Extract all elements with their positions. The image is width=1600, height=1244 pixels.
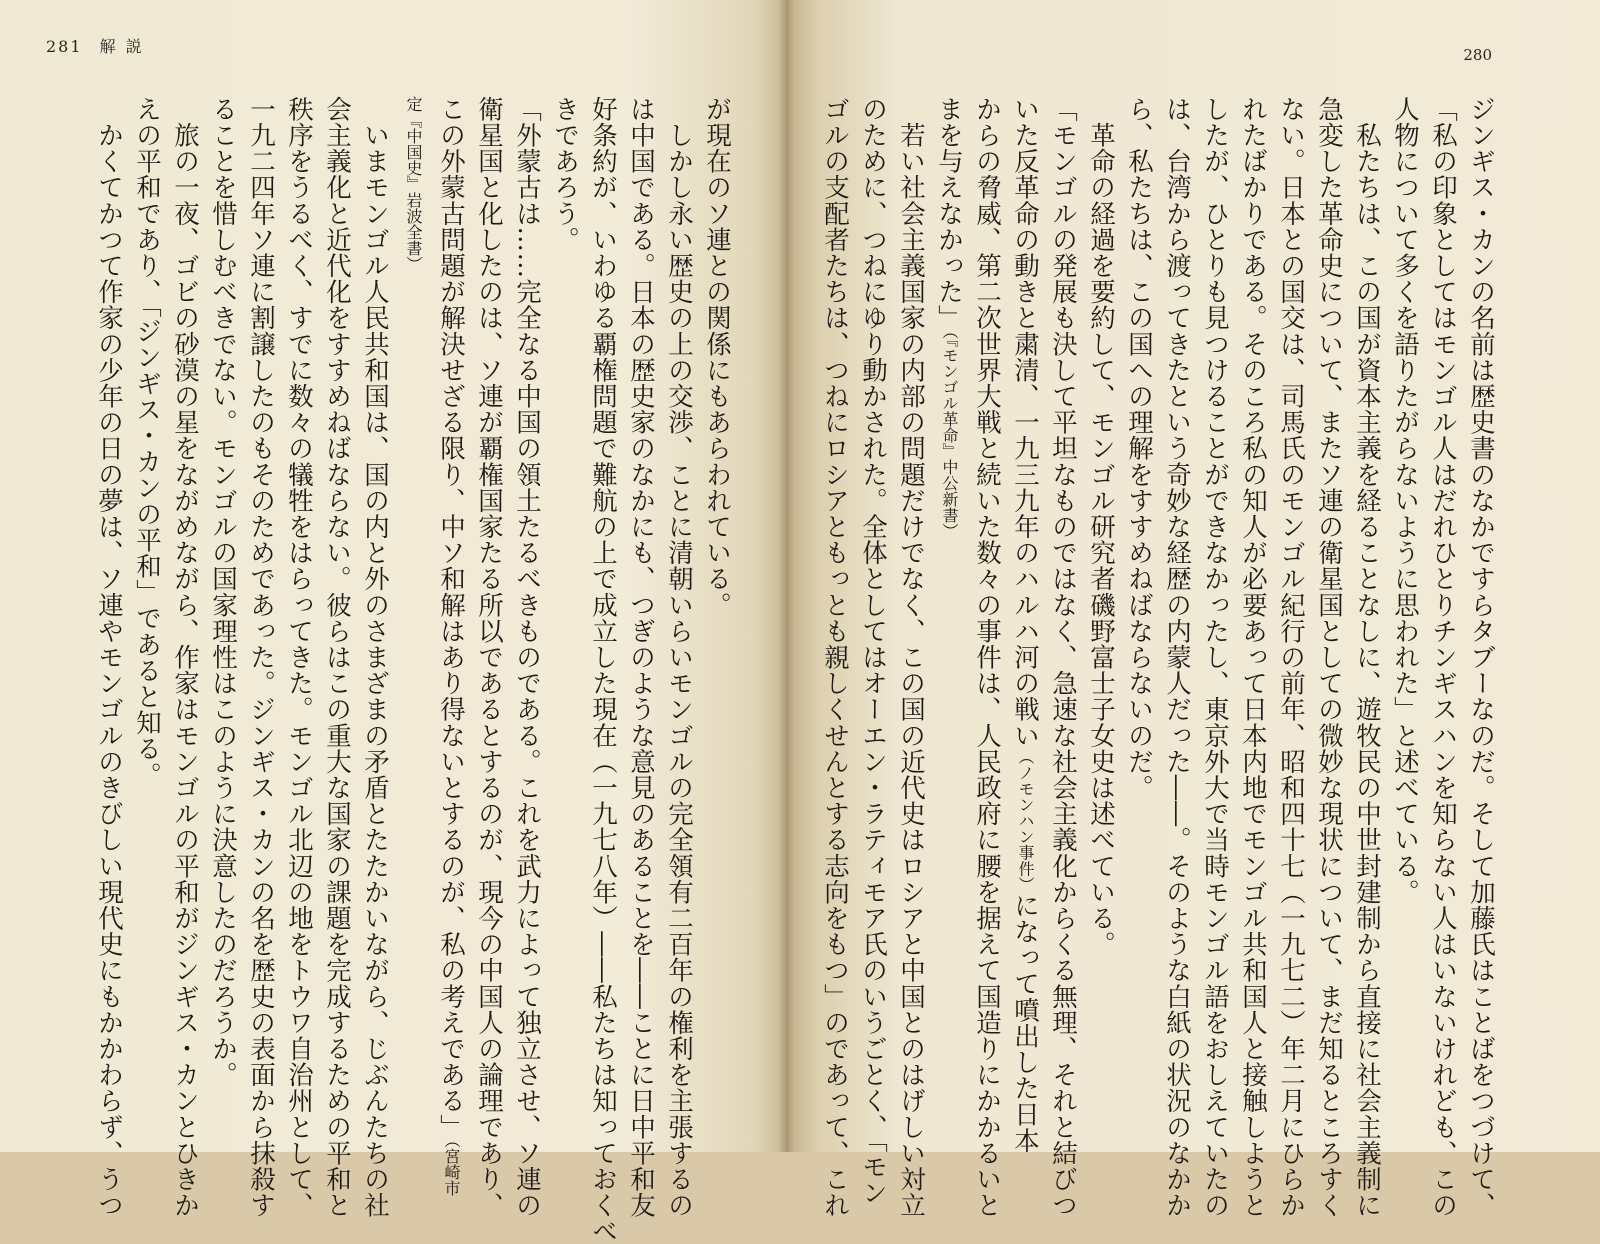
citation: （『モンゴル革命』中公新書） — [940, 330, 959, 539]
right-page — [786, 0, 1600, 1219]
right-page-body — [816, 96, 1500, 1219]
text-line: まを与えなかった」（『モンゴル革命』中公新書） — [934, 96, 964, 539]
text-line: 好条約が、いわゆる覇権問題で難航の上で成立した現在（一九七八年）――私たちは知っておくべ — [588, 96, 618, 1244]
text-line: 旅の一夜、ゴビの砂漠の星をながめながら、作家はモンゴルの平和がジンギス・カンとひきか — [170, 96, 200, 1219]
text-line: ら、私たちは、この国への理解をすすめねばならないのだ。 — [1124, 96, 1154, 801]
text-line: 一九二四年ソ連に割譲したのもそのためであった。ジンギス・カンの名を歴史の表面から抹殺す — [246, 96, 276, 1219]
text-line: この外蒙古問題が解決せざる限り、中ソ和解はあり得ないとするのが、私の考えである」（宮崎市 — [436, 96, 466, 1196]
text-line: かくてかつて作家の少年の日の夢は、ソ連やモンゴルのきびしい現代史にもかかわらず、うつ — [94, 96, 124, 1219]
right-page-number: 280 — [1463, 46, 1492, 64]
text-line: 秩序をうるべく、すでに数々の犠牲をはらってきた。モンゴル北辺の地をトウワ自治州として、 — [284, 96, 314, 1219]
text-line: 衛星国と化したのは、ソ連が覇権国家たる所以であるとするのが、現今の中国人の論理であり、 — [474, 96, 504, 1219]
text-line: いた反革命の動きと粛清、一九三九年のハルハ河の戦い（ノモンハン事件）になって噴出した日本 — [1010, 96, 1040, 1154]
text-line: 「モンゴルの発展も決して平坦なものではなく、急速な社会主義化からくる無理、それと結びつ — [1048, 96, 1078, 1219]
text-line: ゴルの支配者たちは、つねにロシアともっとも親しくせんとする志向をもつ」のであって、これ — [820, 96, 850, 1219]
left-page — [0, 0, 786, 1244]
text-line: は、台湾から渡ってきたという奇妙な経歴の内蒙人だった――。そのような白紙の状況のなかか — [1162, 96, 1192, 1219]
text-line: 私たちは、この国が資本主義を経ることなしに、遊牧民の中世封建制から直接に社会主義制に — [1352, 96, 1382, 1219]
left-page-body — [90, 96, 736, 1244]
text-line: えの平和であり、「ジンギス・カンの平和」であると知る。 — [132, 96, 162, 788]
citation: （ノモンハン事件） — [1016, 748, 1035, 893]
text-line: 急変した革命史について、またソ連の衛星国としての微妙な現状について、まだ知るところすく — [1314, 96, 1344, 1219]
text-line: 人物について多くを語りたがらないように思われた」と述べている。 — [1390, 96, 1420, 906]
text-line: いまモンゴル人民共和国は、国の内と外のさまざまの矛盾とたたかいながら、じぶんたちの社 — [360, 96, 390, 1219]
text-line: ることを惜しむべきでない。モンゴルの国家理性はこのように決意したのだろうか。 — [208, 96, 238, 1088]
text-line: からの脅威、第二次世界大戦と続いた数々の事件は、人民政府に腰を据えて国造りにかかるいと — [972, 96, 1002, 1219]
text-line: 若い社会主義国家の内部の問題だけでなく、この国の近代史はロシアと中国とのはげしい対立 — [896, 96, 926, 1219]
text-line: が現在のソ連との関係にもあらわれている。 — [702, 96, 732, 618]
text-line: は中国である。日本の歴史家のなかにも、つぎのような意見のあることを――ことに日中平和友 — [626, 96, 656, 1219]
text-line: 会主義化と近代化をすすめねばならない。彼らはこの重大な国家の課題を完成するための平和と — [322, 96, 352, 1219]
citation: 定『中国史』岩波全書） — [404, 96, 423, 272]
left-page-number: 281 — [46, 37, 83, 56]
text-line: れたばかりである。そのころ私の知人が必要あって日本内地でモンゴル共和国人と接触しようと — [1238, 96, 1268, 1219]
text-line: しかし永い歴史の上の交渉、ことに清朝いらいモンゴルの完全領有二百年の権利を主張するの — [664, 96, 694, 1219]
left-page-header — [46, 34, 152, 57]
book-gutter — [778, 0, 794, 1152]
text-line: 「外蒙古は……完全なる中国の領土たるべきものである。これを武力によって独立させ、ソ連の — [512, 96, 542, 1219]
text-line: のために、つねにゆり動かされた。全体としてはオーエン・ラティモア氏のいうごとく、「モン — [858, 96, 888, 1206]
text-line: 革命の経過を要約して、モンゴル研究者磯野富士子女史は述べている。 — [1086, 96, 1116, 958]
text-line — [394, 96, 432, 1136]
text-line: ジンギス・カンの名前は歴史書のなかですらタブーなのだ。そして加藤氏はことばをつづけて、 — [1466, 96, 1496, 1219]
text-line: 「私の印象としてはモンゴル人はだれひとりチンギスハンを知らない人はいないけれども、この — [1428, 96, 1458, 1219]
text-line: したが、ひとりも見つけることができなかったし、東京外大で当時モンゴル語をおしえていたの — [1200, 96, 1230, 1219]
citation: （宮崎市 — [442, 1140, 461, 1196]
running-title: 解説 — [99, 37, 152, 56]
text-line: ない。日本との国交は、司馬氏のモンゴル紀行の前年、昭和四十七（一九七二）年二月にひらか — [1276, 96, 1306, 1219]
text-line: きであろう。 — [550, 96, 580, 253]
